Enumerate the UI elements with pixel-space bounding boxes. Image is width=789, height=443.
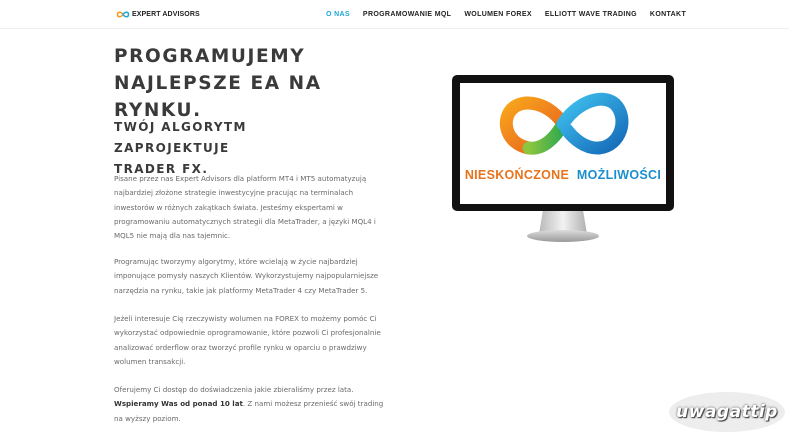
watermark-text: uwagattip (676, 402, 778, 422)
experience-text-end: . Z nami możesz przenieść swój trading na wyższy poziom. (114, 399, 384, 423)
nav-item-kontakt[interactable]: KONTAKT (649, 11, 687, 18)
experience-text-start: Oferujemy Ci dostęp do doświadczenia jakie zbieraliśmy przez lata. (114, 385, 354, 394)
experience-highlight: Wspieramy Was od ponad 10 lat (114, 399, 243, 409)
monitor-caption (465, 167, 661, 182)
page-title-line-1: PROGRAMUJEMY (114, 46, 306, 67)
brand-logo[interactable] (116, 8, 200, 20)
monitor-caption-part2: MOŻLIWOŚCI (576, 168, 662, 182)
top-navbar (0, 0, 789, 29)
nav-item-wolumen-forex[interactable]: WOLUMEN FOREX (464, 11, 532, 18)
page-subtitle (114, 117, 364, 180)
infinity-logo-icon (116, 10, 130, 19)
nav-item-o-nas[interactable]: O NAS (326, 11, 350, 18)
monitor-graphic (451, 74, 675, 248)
algorithms-paragraph: Programując tworzymy algorytmy, które wcielają w życie najbardziej imponujące pomysły naszych Klientów. Wykorzystujemy najpopularniejsze narzędzia na rynku, takie jak platformy MetaTrader 4 czy MetaTrader 5. (114, 257, 379, 295)
page-title (114, 43, 404, 124)
nav-item-elliott-wave-trading[interactable]: ELLIOTT WAVE TRADING (544, 11, 637, 18)
experience-paragraph (114, 383, 390, 426)
brand-name: EXPERT ADVISORS (132, 10, 200, 18)
monitor-caption-part1: NIESKOŃCZONE (464, 168, 570, 182)
watermark-badge (669, 392, 785, 432)
nav-item-programowanie-mql[interactable]: PROGRAMOWANIE MQL (362, 11, 452, 18)
volume-paragraph: Jeżeli interesuje Cię rzeczywisty wolumen na FOREX to możemy pomóc Ci wykorzystać odpowiednie oprogramowanie, które pozwoli Ci profesjonalnie analizować orderflow oraz tworzyć profile rynku w oparciu o prawdziwy wolumen transakcji. (114, 314, 381, 366)
monitor-illustration (451, 74, 675, 248)
main-nav (326, 11, 686, 18)
page-subtitle-line-1: TWÓJ ALGORYTM ZAPROJEKTUJE (114, 120, 247, 155)
page-subtitle-line-2: TRADER FX. (114, 162, 209, 176)
intro-paragraph: Pisane przez nas Expert Advisors dla platform MT4 i MT5 automatyzują najbardziej złożone strategie inwestycyjne pracując na terminalach inwestorów w różnych zakątkach świata. Jesteśmy ekspertami w programowaniu automatycznych strategii dla MetaTrader, a języki MQL4 i MQL5 nie mają dla nas tajemnic. (114, 174, 376, 241)
page-title-line-2: NAJLEPSZE EA NA RYNKU. (114, 73, 322, 121)
